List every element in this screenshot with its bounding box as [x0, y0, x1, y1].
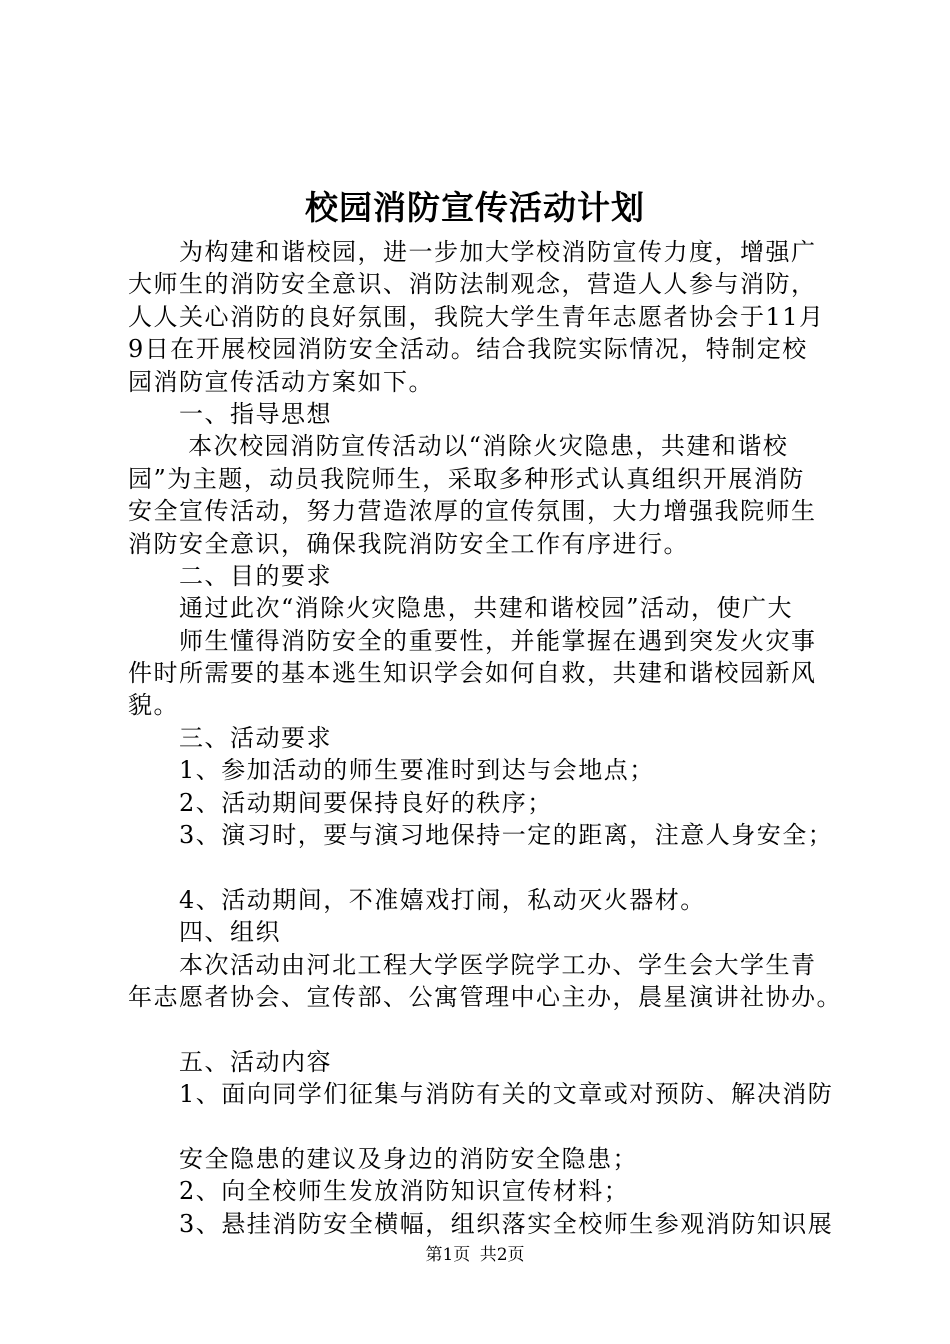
document-body: [128, 236, 848, 1240]
list-item: 1、参加活动的师生要准时到达与会地点；: [128, 756, 655, 785]
body-line: 本次活动由河北工程大学医学院学工办、学生会大学生青: [128, 950, 817, 979]
page-footer: [0, 1243, 950, 1267]
body-line: 通过此次“消除火灾隐患，共建和谐校园”活动，使广大: [128, 594, 794, 623]
section-heading: 一、指导思想: [128, 399, 332, 428]
body-line: 大师生的消防安全意识、消防法制观念，营造人人参与消防，: [128, 270, 817, 299]
list-item: 2、活动期间要保持良好的秩序；: [128, 788, 553, 817]
body-line: 年志愿者协会、宣传部、公寓管理中心主办，晨星演讲社协办。: [128, 982, 842, 1011]
body-line: 安全宣传活动，努力营造浓厚的宣传氛围，大力增强我院师生: [128, 497, 817, 526]
blank-line: [128, 851, 848, 883]
list-item: 1、面向同学们征集与消防有关的文章或对预防、解决消防: [128, 1080, 834, 1109]
document-title: 校园消防宣传活动计划: [305, 188, 645, 227]
body-line: 园消防宣传活动方案如下。: [128, 367, 434, 396]
body-line: 本次校园消防宣传活动以“消除火灾隐患，共建和谐校: [128, 432, 789, 461]
section-heading: 三、活动要求: [128, 723, 332, 752]
list-item: 4、活动期间，不准嬉戏打闹，私动灭火器材。: [128, 885, 706, 914]
body-line: 师生懂得消防安全的重要性，并能掌握在遇到突发火灾事: [128, 626, 817, 655]
section-heading: 二、目的要求: [128, 561, 332, 590]
body-line: 人人关心消防的良好氛围，我院大学生青年志愿者协会于11月: [128, 302, 825, 331]
body-line: 件时所需要的基本逃生知识学会如何自救，共建和谐校园新风: [128, 659, 817, 688]
page-total: 共2页: [479, 1245, 525, 1265]
page-number: 第1页: [425, 1245, 471, 1265]
body-line: 消防安全意识，确保我院消防安全工作有序进行。: [128, 529, 689, 558]
blank-line: [128, 1013, 848, 1045]
blank-line: [128, 1111, 848, 1143]
body-line: 貌。: [128, 691, 179, 720]
list-item: 2、向全校师生发放消防知识宣传材料；: [128, 1177, 630, 1206]
body-line: 园”为主题，动员我院师生，采取多种形式认真组织开展消防: [128, 464, 805, 493]
section-heading: 五、活动内容: [128, 1047, 332, 1076]
list-item: 3、演习时，要与演习地保持一定的距离，注意人身安全；: [128, 821, 834, 850]
list-item: 3、悬挂消防安全横幅，组织落实全校师生参观消防知识展: [128, 1209, 834, 1238]
body-line: 9日在开展校园消防安全活动。结合我院实际情况，特制定校: [128, 335, 808, 364]
list-item: 安全隐患的建议及身边的消防安全隐患；: [128, 1144, 638, 1173]
body-line: 为构建和谐校园，进一步加大学校消防宣传力度，增强广: [128, 238, 817, 266]
section-heading: 四、组织: [128, 918, 281, 947]
